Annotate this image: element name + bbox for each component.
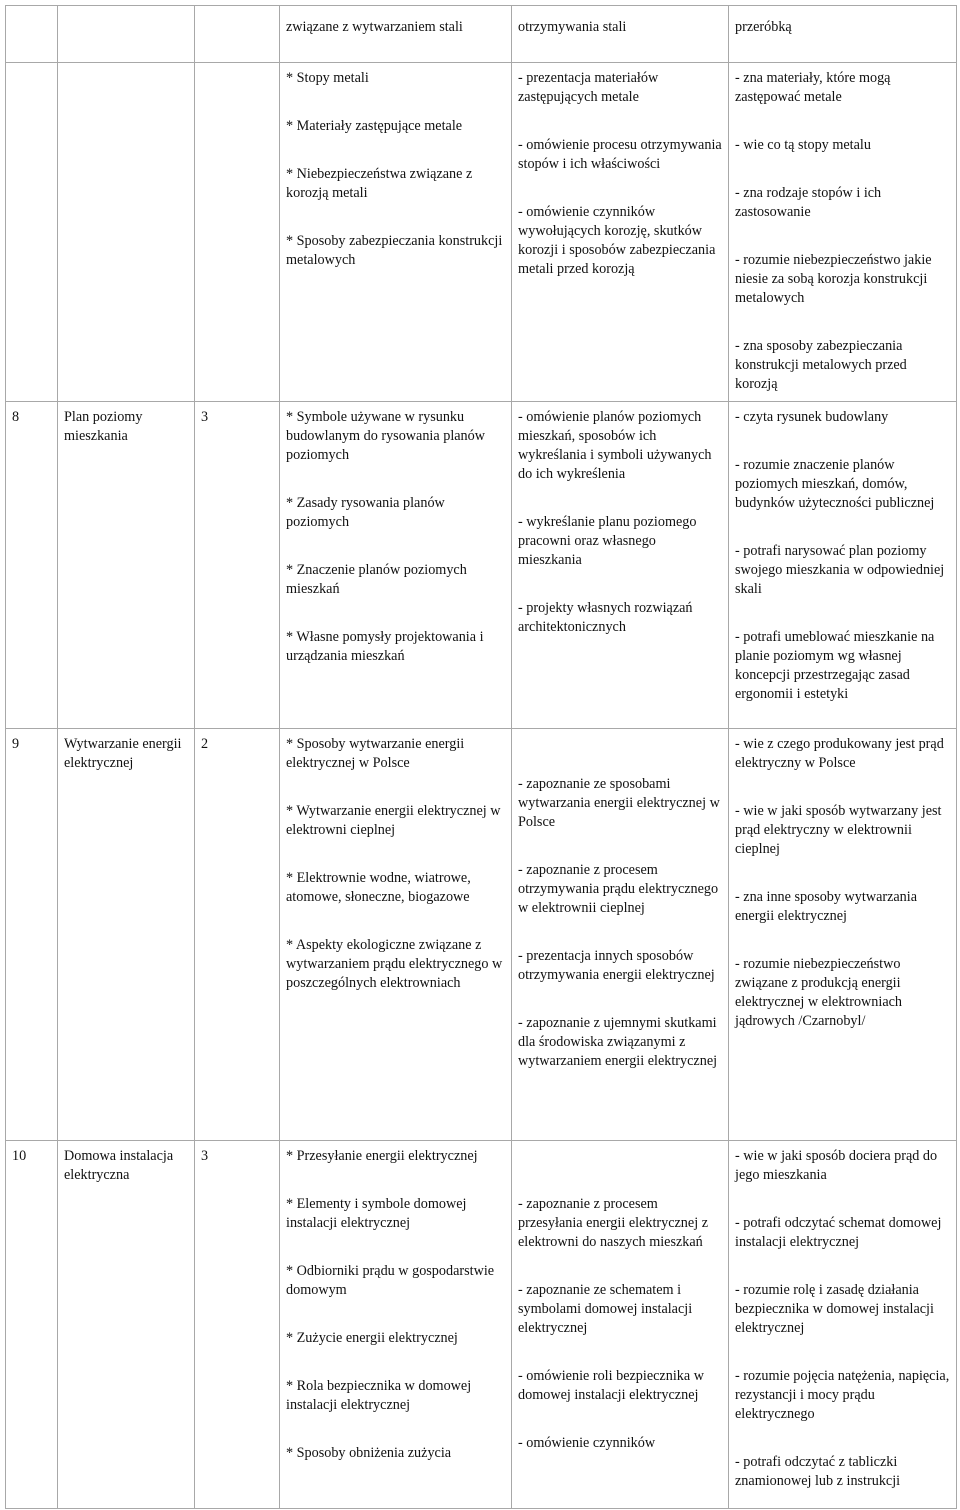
teaching-methods-item: - zapoznanie z procesem otrzymywania prądu elektrycznego w elektrownii cieplnej (518, 862, 719, 916)
learning-outcomes (729, 63, 957, 402)
lesson-topic-text: Plan poziomy mieszkania (64, 409, 143, 444)
learning-outcomes-item: - potrafi umeblować mieszkanie na planie poziomym wg własnej koncepcji przestrzegając zasad ergonomii i estetyki (735, 629, 935, 702)
lesson-content-item: * Przesyłanie energii elektrycznej (286, 1148, 478, 1164)
curriculum-table (5, 5, 957, 1509)
lesson-content-item: * Sposoby obniżenia zużycia (286, 1445, 452, 1461)
learning-outcomes-item: - zna materiały, które mogą zastępować metale (735, 70, 891, 105)
lesson-content (280, 1141, 512, 1509)
lesson-number-text: 10 (12, 1148, 27, 1164)
lesson-hours-text: 3 (201, 1148, 209, 1164)
learning-outcomes (729, 729, 957, 1141)
lesson-topic (58, 402, 195, 729)
lesson-content-item: * Materiały zastępujące metale (286, 118, 463, 134)
lesson-content (280, 729, 512, 1141)
learning-outcomes-item: - zna sposoby zabezpieczania konstrukcji metalowych przed korozją (735, 338, 907, 392)
lesson-hours (195, 729, 280, 1141)
teaching-methods-item: - omówienie planów poziomych mieszkań, sposobów ich wykreślania i symboli używanych do ich wykreślenia (518, 409, 712, 482)
learning-outcomes-item: - potrafi odczytać schemat domowej instalacji elektrycznej (735, 1215, 942, 1250)
lesson-topic (58, 1141, 195, 1509)
table-body (6, 6, 957, 1509)
learning-outcomes-item: - rozumie rolę i zasadę działania bezpiecznika w domowej instalacji elektrycznej (735, 1282, 934, 1336)
learning-outcomes-item: - rozumie znaczenie planów poziomych mieszkań, domów, budynków użyteczności publicznej (735, 457, 935, 511)
teaching-methods-item: - zapoznanie z ujemnymi skutkami dla środowiska związanymi z wytwarzaniem energii elektrycznej (518, 1015, 718, 1069)
teaching-methods-item: - omówienie czynników wywołujących korozję, skutków korozji i sposobów zabezpieczania metali przed korozją (518, 204, 716, 277)
lesson-topic (58, 729, 195, 1141)
learning-outcomes (729, 6, 957, 63)
teaching-methods-item: - prezentacja innych sposobów otrzymywania energii elektrycznej (518, 948, 715, 983)
lesson-content-item: * Zużycie energii elektrycznej (286, 1330, 458, 1346)
lesson-content (280, 402, 512, 729)
learning-outcomes-item: - rozumie niebezpieczeństwo jakie niesie za sobą korozja konstrukcji metalowych (735, 252, 932, 306)
lesson-content-item: * Aspekty ekologiczne związane z wytwarzaniem prądu elektrycznego w poszczególnych elektrowniach (286, 937, 503, 991)
teaching-methods-item: - omówienie czynników (518, 1435, 656, 1451)
learning-outcomes-item: - potrafi narysować plan poziomy swojego mieszkania w odpowiedniej skali (735, 543, 945, 597)
learning-outcomes-item: - zna inne sposoby wytwarzania energii elektrycznej (735, 889, 918, 924)
lesson-hours-text: 3 (201, 409, 209, 425)
lesson-content-item: * Rola bezpiecznika w domowej instalacji elektrycznej (286, 1378, 472, 1413)
lesson-hours-text: 2 (201, 736, 209, 752)
learning-outcomes-item: - wie w jaki sposób dociera prąd do jego mieszkania (735, 1148, 938, 1183)
lesson-content-item: * Sposoby zabezpieczania konstrukcji metalowych (286, 233, 503, 268)
table-row (6, 1141, 957, 1509)
lesson-content-item: * Zasady rysowania planów poziomych (286, 495, 445, 530)
lesson-hours (195, 402, 280, 729)
learning-outcomes-item: - wie co tą stopy metalu (735, 137, 871, 153)
teaching-methods-item: - omówienie procesu otrzymywania stopów i ich właściwości (518, 137, 722, 172)
table-row (6, 729, 957, 1141)
lesson-number (6, 729, 58, 1141)
lesson-topic (58, 6, 195, 63)
teaching-methods-item: - projekty własnych rozwiązań architektonicznych (518, 600, 693, 635)
lesson-content-item: * Symbole używane w rysunku budowlanym do rysowania planów poziomych (286, 409, 485, 463)
lesson-content-item: * Własne pomysły projektowania i urządzania mieszkań (286, 629, 484, 664)
lesson-content (280, 6, 512, 63)
teaching-methods-item: - prezentacja materiałów zastępujących metale (518, 70, 659, 105)
lesson-number-text: 9 (12, 736, 20, 752)
teaching-methods (512, 402, 729, 729)
learning-outcomes (729, 1141, 957, 1509)
lesson-content-item: * Niebezpieczeństwa związane z korozją metali (286, 166, 473, 201)
teaching-methods-item: - wykreślanie planu poziomego pracowni oraz własnego mieszkania (518, 514, 697, 568)
lesson-content (280, 63, 512, 402)
teaching-methods (512, 1141, 729, 1509)
learning-outcomes-item: - potrafi odczytać z tabliczki znamionowej lub z instrukcji (735, 1454, 901, 1489)
lesson-content-item: * Odbiorniki prądu w gospodarstwie domowym (286, 1263, 495, 1298)
lesson-number (6, 1141, 58, 1509)
lesson-content-item: związane z wytwarzaniem stali (286, 19, 463, 35)
lesson-content-item: * Sposoby wytwarzanie energii elektrycznej w Polsce (286, 736, 465, 771)
lesson-content-item: * Elementy i symbole domowej instalacji elektrycznej (286, 1196, 467, 1231)
teaching-methods-item: - zapoznanie ze schematem i symbolami domowej instalacji elektrycznej (518, 1282, 693, 1336)
lesson-hours (195, 1141, 280, 1509)
learning-outcomes-item: przeróbką (735, 19, 792, 35)
lesson-topic-text: Wytwarzanie energii elektrycznej (64, 736, 182, 771)
teaching-methods (512, 729, 729, 1141)
lesson-number (6, 402, 58, 729)
lesson-content-item: * Elektrownie wodne, wiatrowe, atomowe, słoneczne, biogazowe (286, 870, 471, 905)
learning-outcomes-item: - wie z czego produkowany jest prąd elektryczny w Polsce (735, 736, 944, 771)
lesson-content-item: * Wytwarzanie energii elektrycznej w elektrowni cieplnej (286, 803, 501, 838)
lesson-number (6, 63, 58, 402)
learning-outcomes-item: - zna rodzaje stopów i ich zastosowanie (735, 185, 882, 220)
learning-outcomes-item: - rozumie pojęcia natężenia, napięcia, rezystancji i mocy prądu elektrycznego (735, 1368, 950, 1422)
learning-outcomes-item: - wie w jaki sposób wytwarzany jest prąd elektryczny w elektrownii cieplnej (735, 803, 942, 857)
teaching-methods-item: - zapoznanie z procesem przesyłania energii elektrycznej z elektrowni do naszych mieszkań (518, 1196, 708, 1250)
learning-outcomes (729, 402, 957, 729)
lesson-content-item: * Stopy metali (286, 70, 369, 86)
lesson-topic-text: Domowa instalacja elektryczna (64, 1148, 174, 1183)
learning-outcomes-item: - rozumie niebezpieczeństwo związane z produkcją energii elektrycznej w elektrowniach jądrowych /Czarnobyl/ (735, 956, 903, 1029)
teaching-methods-item: - zapoznanie ze sposobami wytwarzania energii elektrycznej w Polsce (518, 776, 720, 830)
table-row (6, 402, 957, 729)
lesson-number-text: 8 (12, 409, 20, 425)
teaching-methods (512, 63, 729, 402)
lesson-topic (58, 63, 195, 402)
table-row (6, 6, 957, 63)
table-row (6, 63, 957, 402)
lesson-hours (195, 63, 280, 402)
teaching-methods-item: - omówienie roli bezpiecznika w domowej instalacji elektrycznej (518, 1368, 704, 1403)
teaching-methods-item: otrzymywania stali (518, 19, 627, 35)
teaching-methods (512, 6, 729, 63)
learning-outcomes-item: - czyta rysunek budowlany (735, 409, 889, 425)
lesson-content-item: * Znaczenie planów poziomych mieszkań (286, 562, 467, 597)
lesson-number (6, 6, 58, 63)
lesson-hours (195, 6, 280, 63)
